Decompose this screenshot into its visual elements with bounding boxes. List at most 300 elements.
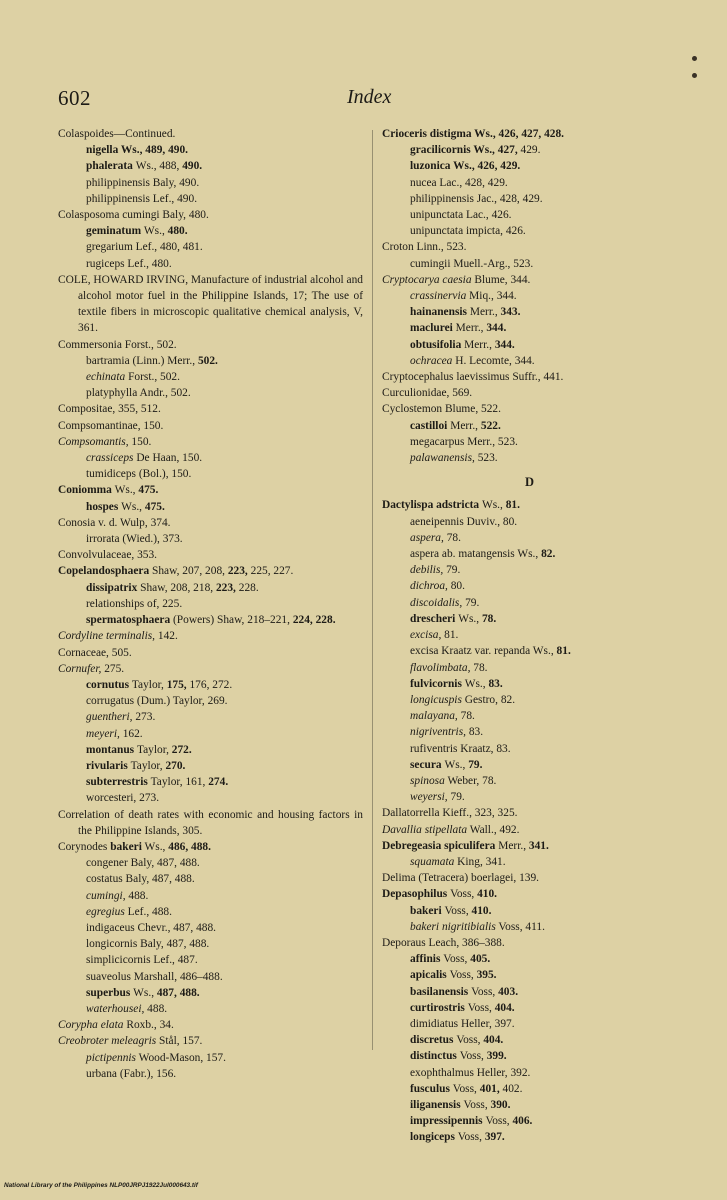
entry-text: ochracea (410, 354, 453, 367)
index-subentry (382, 207, 677, 223)
entry-text: 82. (541, 548, 556, 561)
entry-text: irrorata (Wied.), 373. (86, 533, 183, 546)
entry-text: unipunctata Lac., 426. (410, 209, 512, 222)
index-subentry (382, 967, 677, 983)
entry-text: Taylor, (131, 678, 167, 691)
index-subentry (58, 790, 363, 806)
index-subentry (58, 758, 363, 774)
entry-text: Ws., (444, 758, 469, 771)
entry-text: aeneipennis Duviv., 80. (410, 515, 518, 528)
entry-text: subterrestris (86, 776, 151, 789)
entry-text: 488. (125, 889, 149, 902)
entry-text: Ws., (481, 499, 506, 512)
entry-text: 79. (468, 758, 483, 771)
entry-text: Croton Linn., 523. (382, 241, 467, 254)
entry-text: 223, (227, 565, 248, 578)
index-subentry (58, 596, 363, 612)
index-subentry (382, 676, 677, 692)
entry-text: impressipennis (410, 1115, 486, 1128)
entry-text: Ws., (464, 677, 489, 690)
entry-text: suaveolus Marshall, 486–488. (86, 970, 223, 983)
index-subentry (382, 1000, 677, 1016)
entry-text: nigella Ws., (86, 144, 146, 157)
index-subentry (58, 385, 363, 401)
entry-text: Dallatorrella Kieff., 323, 325. (382, 807, 518, 820)
index-entry (382, 805, 677, 821)
entry-text: 406. (512, 1115, 533, 1128)
entry-text: Roxb., 34. (123, 1019, 174, 1032)
entry-text: Miq., 344. (466, 290, 517, 303)
entry-text: Colaspoides—Continued. (58, 128, 176, 140)
index-subentry (382, 951, 677, 967)
entry-text: fusculus (410, 1082, 453, 1095)
index-subentry (58, 1001, 363, 1017)
column-divider (372, 130, 373, 1050)
entry-text: tumidiceps (Bol.), 150. (86, 468, 192, 481)
entry-text: Debregeasia spiculifera (382, 839, 499, 852)
entry-text: cornutus (86, 678, 132, 691)
index-entry (382, 126, 677, 142)
index-subentry (382, 320, 677, 336)
entry-text: 489, 490. (145, 144, 189, 157)
index-subentry (58, 726, 363, 742)
index-subentry (382, 595, 677, 611)
entry-text: hospes (86, 500, 122, 513)
index-entry (58, 401, 363, 417)
entry-text: affinis (410, 953, 444, 966)
index-subentry (382, 984, 677, 1000)
entry-text: 410. (477, 888, 498, 901)
index-subentry (382, 1097, 677, 1113)
entry-text: dissipatrix (86, 581, 141, 594)
entry-text: unipunctata impicta, 426. (410, 225, 526, 238)
entry-text: Gestro, 82. (461, 693, 516, 706)
index-subentry (382, 530, 677, 546)
index-subentry (58, 580, 363, 596)
page-number: 602 (58, 86, 91, 110)
index-entry (58, 272, 363, 337)
index-subentry (58, 1050, 363, 1066)
entry-text: 79. (443, 564, 461, 577)
entry-text: discretus (410, 1034, 457, 1047)
entry-text: Delima (Tetracera) boerlagei, 139. (382, 872, 540, 885)
index-subentry (58, 774, 363, 790)
index-entry (58, 1033, 363, 1049)
index-entry (58, 807, 363, 839)
index-subentry (58, 531, 363, 547)
entry-text: cumingii Muell.-Arg., 523. (410, 257, 534, 270)
index-subentry (382, 142, 677, 158)
entry-text: 224, 228. (292, 614, 336, 627)
entry-text: (Powers) Shaw, 218–221, (173, 614, 293, 627)
entry-text: 475. (144, 500, 165, 513)
index-subentry (58, 223, 363, 239)
entry-text: 403. (498, 985, 519, 998)
entry-text: Ws., 488, (135, 160, 183, 173)
entry-text: 83. (466, 726, 484, 739)
entry-text: distinctus (410, 1050, 460, 1063)
index-entry (58, 207, 363, 223)
index-subentry (382, 175, 677, 191)
entry-text: 405. (470, 953, 491, 966)
entry-text: Creobroter meleagris (58, 1035, 157, 1048)
entry-text: Voss, 411. (495, 920, 545, 933)
section-letter: D (524, 475, 535, 490)
index-subentry (382, 158, 677, 174)
entry-text: indigaceus Chevr., 487, 488. (86, 921, 217, 934)
index-entry (58, 645, 363, 661)
entry-text: 162. (119, 727, 143, 740)
entry-text: 225, 227. (247, 565, 294, 578)
index-subentry (382, 643, 677, 659)
page-title: Index (347, 86, 392, 108)
entry-text: Ws., (121, 500, 145, 513)
index-entry (382, 272, 677, 288)
entry-text: castilloi (410, 419, 451, 432)
entry-text: dimidiatus Heller, 397. (410, 1017, 515, 1030)
entry-text: crassinervia (410, 290, 467, 303)
entry-text: bakeri nigritibialis (410, 920, 496, 933)
index-subentry (382, 757, 677, 773)
entry-text: superbus (86, 986, 134, 999)
entry-text: Merr., (455, 322, 487, 335)
index-subentry (58, 191, 363, 207)
index-subentry (382, 418, 677, 434)
entry-text: philippinensis Lef., 490. (86, 192, 198, 205)
entry-text: aspera, (410, 531, 444, 544)
index-subentry (58, 888, 363, 904)
index-entry (382, 239, 677, 255)
index-subentry (58, 353, 363, 369)
entry-text: Voss, (456, 1034, 484, 1047)
index-column-right (382, 126, 677, 1146)
entry-text: Crioceris distigma Ws., 426, 427, 428. (382, 128, 565, 140)
entry-text: bakeri (110, 840, 142, 853)
entry-text: 488. (144, 1002, 168, 1015)
entry-text: 395. (476, 969, 497, 982)
entry-text: debilis, (410, 564, 444, 577)
entry-text: echinata (86, 371, 126, 384)
entry-text: Conosia v. d. Wulp, 374. (58, 516, 171, 529)
entry-text: Compsomantis, (58, 435, 129, 448)
entry-text: Voss, (467, 1001, 495, 1014)
entry-text: obtusifolia (410, 338, 465, 351)
entry-text: Ws., (141, 840, 169, 853)
binding-hole-dot (692, 56, 697, 61)
index-subentry (58, 175, 363, 191)
entry-text: Ws., (133, 986, 157, 999)
entry-text: Coniomma (58, 484, 115, 497)
entry-text: rivularis (86, 759, 131, 772)
entry-text: Taylor, (130, 759, 166, 772)
entry-text: spinosa (410, 774, 445, 787)
entry-text: Cornufer, (58, 662, 102, 675)
entry-text: 81. (505, 499, 520, 512)
entry-text: discoidalis, (410, 596, 463, 609)
index-subentry (382, 1129, 677, 1145)
index-entry (58, 515, 363, 531)
entry-text: 79. (462, 596, 480, 609)
entry-text: drescheri (410, 612, 459, 625)
entry-text: gregarium Lef., 480, 481. (86, 241, 203, 254)
binding-hole-dot (692, 73, 697, 78)
entry-text: philippinensis Baly, 490. (86, 176, 200, 189)
entry-text: geminatum (86, 225, 144, 238)
entry-text: waterhousei, (86, 1002, 145, 1015)
entry-text: Cryptocephalus laevissimus Suffr., 441. (382, 371, 564, 384)
entry-text: Depasophilus (382, 888, 451, 901)
index-subentry (382, 223, 677, 239)
entry-text: Ws., (114, 484, 139, 497)
entry-text: Commersonia Forst., 502. (58, 338, 177, 351)
entry-text: 490. (182, 160, 203, 173)
entry-text: Taylor, (136, 743, 172, 756)
entry-text: 223, (215, 581, 236, 594)
index-subentry (58, 466, 363, 482)
index-entry (58, 482, 363, 498)
index-subentry (382, 578, 677, 594)
entry-text: Cornaceae, 505. (58, 646, 132, 659)
entry-text: 404. (483, 1034, 504, 1047)
entry-text: 397. (484, 1131, 505, 1144)
index-subentry (58, 936, 363, 952)
entry-text: 399. (486, 1050, 507, 1063)
entry-text: Voss, (457, 1131, 485, 1144)
entry-text: Wall., 492. (467, 823, 520, 836)
entry-text: iliganensis (410, 1098, 464, 1111)
index-entry (382, 369, 677, 385)
entry-text: 176, 272. (186, 678, 233, 691)
index-entry (382, 822, 677, 838)
entry-text: Voss, (443, 953, 471, 966)
entry-text: Copelandosphaera (58, 565, 152, 578)
entry-text: Deporaus Leach, 386–388. (382, 936, 505, 949)
entry-text: Forst., 502. (125, 371, 180, 384)
index-entry (382, 497, 677, 513)
index-subentry (58, 742, 363, 758)
index-subentry (382, 191, 677, 207)
entry-text: relationships of, 225. (86, 597, 183, 610)
entry-text: curtirostris (410, 1001, 468, 1014)
index-subentry (382, 1048, 677, 1064)
entry-text: Voss, (459, 1050, 487, 1063)
entry-text: 78. (481, 612, 497, 625)
index-subentry (382, 903, 677, 919)
entry-text: 343. (500, 306, 521, 319)
entry-text: Davallia stipellata (382, 823, 468, 836)
index-subentry (382, 724, 677, 740)
entry-text: urbana (Fabr.), 156. (86, 1067, 177, 1080)
entry-text: hainanensis (410, 306, 470, 319)
entry-text: Corypha elata (58, 1019, 124, 1032)
index-subentry (382, 353, 677, 369)
index-subentry (58, 969, 363, 985)
index-column-left (58, 126, 363, 1082)
entry-text: simplicicornis Lef., 487. (86, 954, 198, 967)
entry-text: Ws., (143, 225, 168, 238)
index-subentry (382, 708, 677, 724)
index-subentry (58, 450, 363, 466)
index-subentry (382, 304, 677, 320)
index-subentry (58, 612, 363, 628)
entry-text: 426, 429. (477, 160, 521, 173)
entry-text: Merr., (498, 839, 529, 852)
entry-text: 81. (556, 645, 571, 658)
entry-text: platyphylla Andr., 502. (86, 387, 191, 400)
entry-text: 79. (447, 791, 465, 804)
entry-text: basilanensis (410, 985, 472, 998)
index-subentry (382, 562, 677, 578)
index-subentry (382, 337, 677, 353)
entry-text: 344. (486, 322, 507, 335)
entry-text: maclurei (410, 322, 456, 335)
entry-text: Stål, 157. (156, 1035, 203, 1048)
entry-text: Ws., (458, 612, 482, 625)
entry-text: 401, (479, 1082, 500, 1095)
index-subentry (382, 919, 677, 935)
index-subentry (58, 952, 363, 968)
entry-text: 228. (235, 581, 259, 594)
entry-text: 175, (166, 678, 187, 691)
entry-text: Merr., (450, 419, 481, 432)
entry-text: Shaw, 208, 218, (140, 581, 216, 594)
entry-text: Weber, 78. (444, 774, 497, 787)
entry-text: bakeri (410, 904, 445, 917)
index-subentry (382, 1081, 677, 1097)
index-entry (382, 870, 677, 886)
entry-text: Voss, (463, 1098, 491, 1111)
index-subentry (58, 855, 363, 871)
entry-text: Voss, (485, 1115, 513, 1128)
entry-text: 487, 488. (156, 986, 200, 999)
index-entry (382, 838, 677, 854)
entry-text: 273. (132, 711, 156, 724)
index-subentry (382, 450, 677, 466)
index-entry (382, 401, 677, 417)
entry-text: weyersi, (410, 791, 448, 804)
entry-text: Merr., (464, 338, 495, 351)
entry-text: fulvicornis (410, 677, 465, 690)
index-subentry (382, 660, 677, 676)
entry-text: 83. (488, 677, 503, 690)
entry-text: 78. (470, 661, 488, 674)
entry-text: 274. (208, 776, 229, 789)
entry-text: Voss, (452, 1082, 480, 1095)
index-entry (58, 547, 363, 563)
entry-text: 142. (155, 630, 178, 643)
entry-text: 344. (494, 338, 515, 351)
entry-text: Wood-Mason, 157. (135, 1051, 226, 1064)
index-subentry (382, 1065, 677, 1081)
entry-text: longicuspis (410, 693, 462, 706)
index-subentry (58, 693, 363, 709)
entry-text: phalerata (86, 160, 136, 173)
index-subentry (382, 741, 677, 757)
index-subentry (382, 546, 677, 562)
entry-text: excisa Kraatz var. repanda Ws., (410, 645, 557, 658)
entry-text: dichroa, (410, 580, 448, 593)
index-entry (382, 886, 677, 902)
entry-text: Colasposoma cumingi Baly, 480. (58, 209, 209, 222)
index-entry (58, 337, 363, 353)
index-entry (58, 661, 363, 677)
entry-text: montanus (86, 743, 137, 756)
entry-text: cumingi, (86, 889, 126, 902)
entry-text: rufiventris Kraatz, 83. (410, 742, 511, 755)
entry-text: Cordyline terminalis, (58, 630, 156, 643)
entry-text: 410. (471, 904, 492, 917)
entry-text: secura (410, 758, 445, 771)
entry-text: pictipennis (86, 1051, 136, 1064)
entry-text: palawanensis, (410, 452, 475, 465)
index-entry (58, 418, 363, 434)
entry-text: congener Baly, 487, 488. (86, 857, 200, 870)
entry-text: COLE, HOWARD IRVING, Manufacture of industrial alcohol and alcohol motor fuel in the Philippine Islands, 17; The use of textile fibers in microscopic qualitative chemical analysis, V, 361. (58, 273, 363, 335)
index-subentry (58, 709, 363, 725)
entry-text: malayana, (410, 710, 458, 723)
index-entry (58, 434, 363, 450)
entry-text: Shaw, 207, 208, (152, 565, 228, 578)
entry-text: Corynodes (58, 840, 111, 853)
entry-text: Lef., 488. (124, 905, 172, 918)
entry-text: 404. (494, 1001, 515, 1014)
entry-text: flavolimbata, (410, 661, 471, 674)
entry-text: De Haan, 150. (133, 452, 203, 465)
scan-footer: National Library of the Philippines NLP00JRPJ1922Jul000643.tif (4, 1182, 198, 1189)
index-entry (382, 935, 677, 951)
entry-text: 523. (474, 452, 498, 465)
entry-text: Merr., (469, 306, 501, 319)
entry-text: 522. (480, 419, 501, 432)
index-subentry (382, 611, 677, 627)
entry-text: apicalis (410, 969, 450, 982)
index-entry (58, 839, 363, 855)
index-subentry (382, 514, 677, 530)
index-entry (58, 563, 363, 579)
entry-text: corrugatus (Dum.) Taylor, 269. (86, 695, 228, 708)
entry-text: Cryptocarya caesia (382, 273, 472, 286)
entry-text: squamata (410, 855, 455, 868)
entry-text: Dactylispa adstricta (382, 499, 482, 512)
entry-text: 275. (101, 662, 125, 675)
entry-text: Compositae, 355, 512. (58, 403, 161, 416)
index-subentry (58, 142, 363, 158)
index-subentry (382, 692, 677, 708)
index-subentry (58, 499, 363, 515)
index-entry (58, 628, 363, 644)
entry-text: 341. (528, 839, 549, 852)
index-subentry (58, 920, 363, 936)
entry-text: 80. (447, 580, 465, 593)
index-subentry (382, 773, 677, 789)
entry-text: Taylor, 161, (150, 776, 209, 789)
index-subentry (58, 871, 363, 887)
entry-text: 272. (171, 743, 192, 756)
entry-text: rugiceps Lef., 480. (86, 257, 172, 270)
index-subentry (382, 1016, 677, 1032)
index-subentry (382, 288, 677, 304)
entry-text: 78. (443, 531, 461, 544)
index-subentry (58, 677, 363, 693)
entry-text: 270. (165, 759, 186, 772)
entry-text: 150. (128, 435, 152, 448)
index-subentry (382, 434, 677, 450)
entry-text: 81. (441, 629, 459, 642)
index-subentry (58, 369, 363, 385)
entry-text: Cyclostemon Blume, 522. (382, 403, 501, 416)
entry-text: megacarpus Merr., 523. (410, 435, 518, 448)
entry-text: Compsomantinae, 150. (58, 419, 164, 432)
